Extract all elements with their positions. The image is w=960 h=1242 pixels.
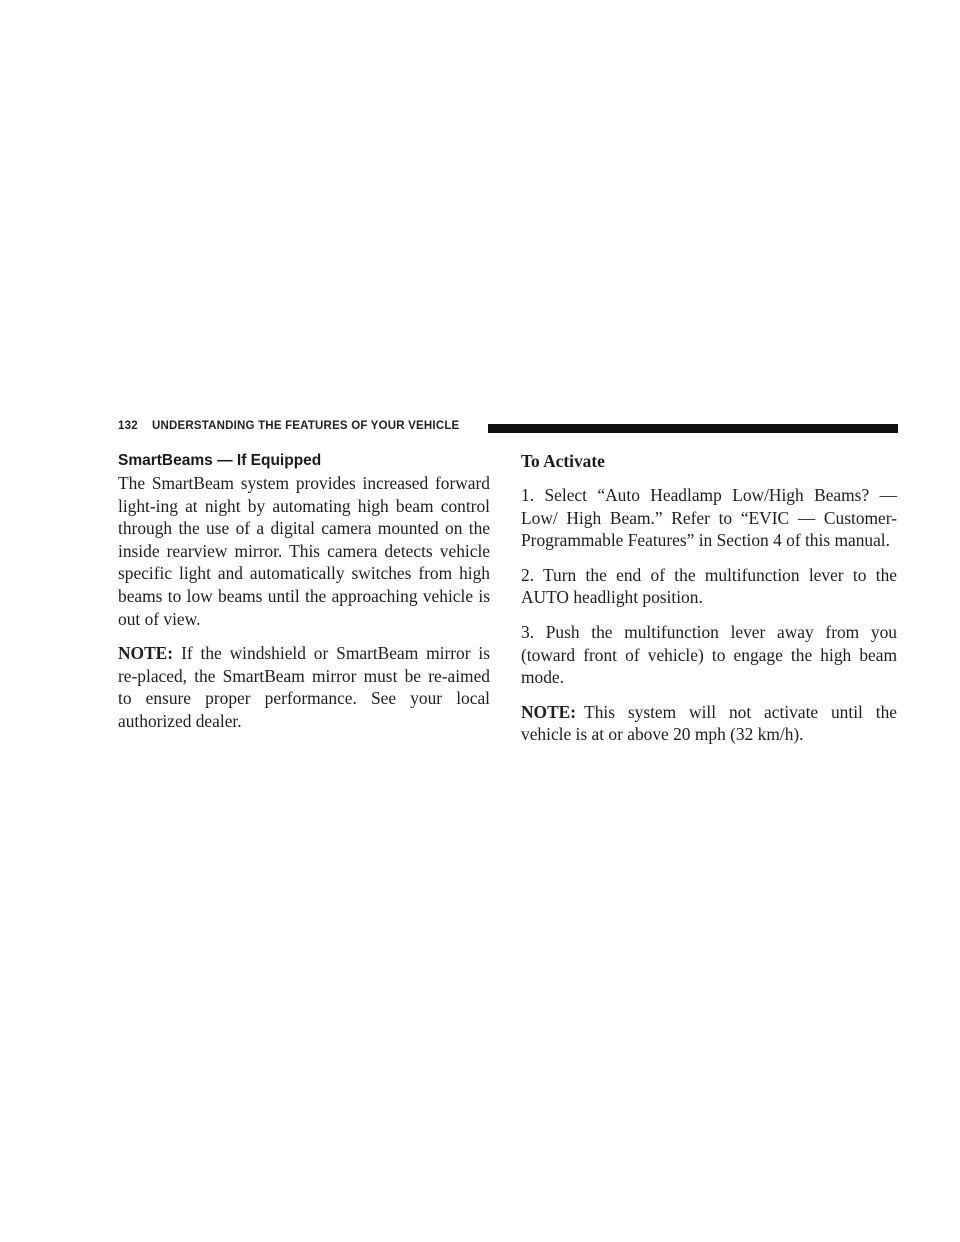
note-text: This system will not activate until the vehicle is at or above 20 mph (32 km/h). <box>521 701 897 745</box>
smartbeams-note <box>118 642 490 732</box>
section-title: UNDERSTANDING THE FEATURES OF YOUR VEHICLE <box>152 420 460 432</box>
activation-note <box>521 701 897 746</box>
smartbeams-heading: SmartBeams — If Equipped <box>118 452 322 469</box>
smartbeams-description: The SmartBeam system provides increased forward light-ing at night by automating high beam control through the use of a digital camera mounted on the inside rearview mirror. This camera detects vehicle specific light and automatically switches from high beams to low beams until the approaching vehicle is out of view. <box>118 473 490 629</box>
note-label: NOTE: <box>521 701 577 722</box>
note-label: NOTE: <box>118 643 174 664</box>
header-rule-bar <box>488 424 898 433</box>
page-header <box>118 419 898 439</box>
activation-step-1: 1. Select “Auto Headlamp Low/High Beams? — Low/ High Beam.” Refer to “EVIC — Customer-Programmable Features” in Section 4 of this manual. <box>521 485 897 551</box>
right-column <box>521 450 897 746</box>
activation-step-3: 3. Push the multifunction lever away from you (toward front of vehicle) to engage the high beam mode. <box>521 621 897 688</box>
to-activate-heading: To Activate <box>521 451 605 471</box>
note-text: If the windshield or SmartBeam mirror is re-placed, the SmartBeam mirror must be re-aimed to ensure proper performance. See your local authorized dealer. <box>118 643 490 731</box>
left-column <box>118 450 490 733</box>
page-number: 132 <box>118 420 138 432</box>
activation-step-2: 2. Turn the end of the multifunction lever to the AUTO headlight position. <box>521 564 897 608</box>
